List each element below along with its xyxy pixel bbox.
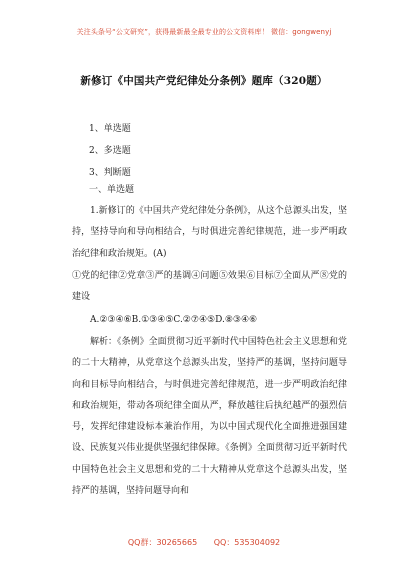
footer-contact (0, 537, 408, 548)
section-heading: 一、单选题 (89, 185, 135, 195)
footer-qq: QQ：535304092 (213, 538, 281, 547)
toc-item-multiple-choice: 2、多选题 (89, 146, 131, 156)
question-1-stem: 1.新修订的《中国共产党纪律处分条例》，从这个总源头出发，坚持，坚持导向和导向相结合，与时俱进完善纪律规范，进一步严明政治纪律和政治规矩。(A) (72, 206, 347, 259)
question-1-answer-choices: A.②③④⑥B.①③④⑤C.②⑦④⑤D.⑧③④⑥ (90, 315, 258, 325)
question-1-options: ①党的纪律②党章③严的基调④问题⑤效果⑥目标⑦全面从严⑧党的建设 (72, 271, 347, 303)
toc-item-true-false: 3、判断题 (89, 168, 131, 178)
document-title: 新修订《中国共产党纪律处分条例》题库（320题） (80, 75, 328, 87)
question-1-explanation: 解析：《条例》全面贯彻习近平新时代中国特色社会主义思想和党的二十大精神，从党章这个总源头出发，坚持严的基调，坚持问题导向和目标导向相结合，与时俱进完善纪律规范，进一步严明政治纪律和政治规矩，带动各项纪律全面从严，释放越往后执纪越严的强烈信号，发挥纪律建设标本兼治作用，为以中国式现代化全面推进强国建设、民族复兴伟业提供坚强纪律保障。《条例》全面贯彻习近平新时代中国特色社会主义思想和党的二十大精神从党章这个总源头出发，坚持严的基调，坚持问题导向和 (72, 337, 347, 497)
toc-item-single-choice: 1、单选题 (89, 124, 131, 134)
footer-qq-group: QQ群：30265665 (127, 538, 198, 547)
header-note: 关注头条号“公文研究”，获得最新最全最专业的公文资料库！ 微信：gongwenyj (76, 28, 332, 36)
table-of-contents (89, 118, 131, 184)
